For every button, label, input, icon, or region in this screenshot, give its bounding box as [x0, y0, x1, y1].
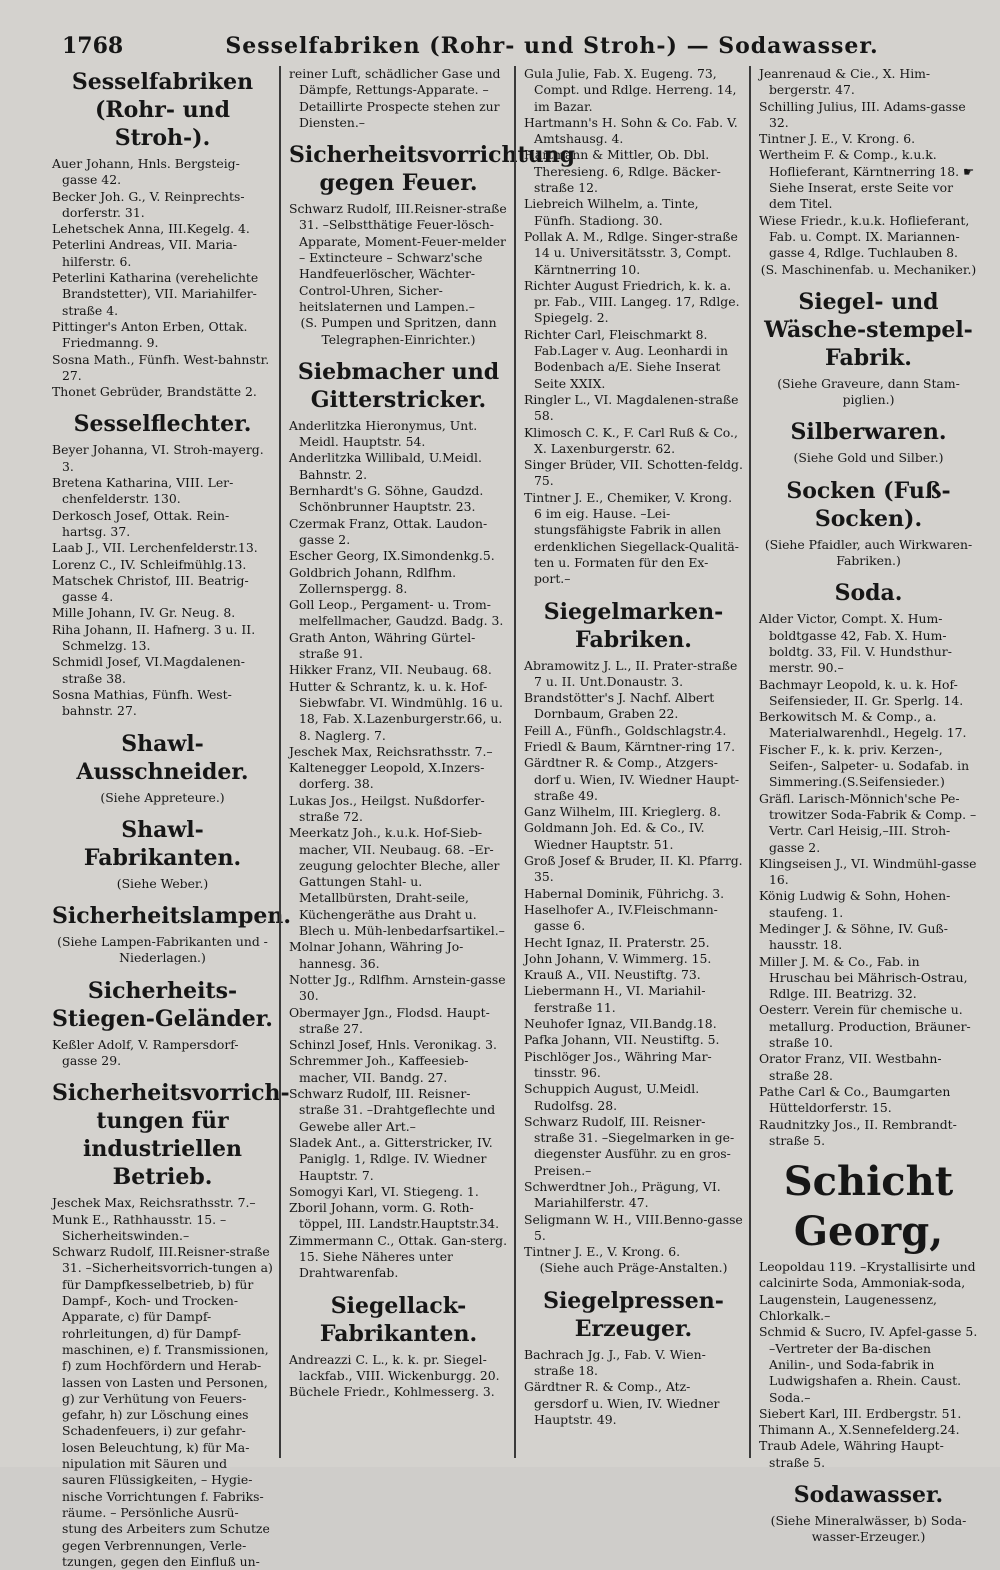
directory-entry: Schremmer Joh., Kaffeesieb-macher, VII. Bandg. 27.: [289, 1053, 469, 1085]
directory-entry: reiner Luft, schädlicher Gase und Dämpfe, Rettungs-Apparate. –Detaillirte Prospecte stehen zur Diensten.–: [289, 66, 501, 130]
directory-entry: Peterlini Katharina (verehelichte Brandstetter), VII. Mariahilfer-straße 4.: [52, 270, 259, 318]
section-heading: Sicherheitsvorrich-tungen für industriellen Betrieb.: [52, 1080, 290, 1191]
directory-entry: Schwarz Rudolf, III. Reisner-straße 31. –Siegelmarken in ge-diegenster Ausführ. zu en gros-Preisen.–: [524, 1113, 735, 1178]
directory-entry: Haselhofer A., IV.Fleischmann-gasse 6.: [524, 901, 718, 934]
directory-entry: Friedl & Baum, Kärntner-ring 17.: [524, 738, 736, 754]
directory-entry: Ganz Wilhelm, III. Krieglerg. 8.: [524, 804, 721, 820]
directory-entry: John Johann, V. Wimmerg. 15.: [524, 950, 712, 966]
directory-entry: Schwarz Rudolf, III.Reisner-straße 31. –Selbstthätige Feuer-lösch-Apparate, Moment-Feuer-melder – Extincteure – Schwarz'sche Handfeuerlöscher, Wächter-Control-Uhren, Sicher-heitslaternen und Lampen.–: [289, 201, 507, 314]
directory-entry: Hutter & Schrantz, k. u. k. Hof-Siebwfabr. VI. Windmühlg. 16 u. 18, Fab. X.Lazenburgerstr.66, u. 8. Naglerg. 7.: [289, 678, 503, 743]
directory-entry: Pathe Carl & Co., Baumgarten Hütteldorferstr. 15.: [759, 1083, 951, 1116]
directory-entry: Gula Julie, Fab. X. Eugeng. 73, Compt. und Rdlge. Herreng. 14, im Bazar.: [524, 66, 737, 114]
display-ad-text: Leopoldau 119. –Krystallisirte und calcinirte Soda, Ammoniak-soda, Laugenstein, Laugenessenz, Chlorkalk.–: [759, 1259, 976, 1324]
directory-entry: Meerkatz Joh., k.u.k. Hof-Sieb-macher, VII. Neubaug. 68. –Er-zeugung gelochter Bleche, aller Gattungen Stahl- u. Metallbürsten, Draht-seile, Küchengeräthe aus Draht u. Blech u. Müh-lenbedarfsartikel.–: [289, 825, 505, 939]
directory-entry: Alder Victor, Compt. X. Hum-boldtgasse 42, Fab. X. Hum-boldtg. 33, Fil. V. Hundsthur-merstr. 90.–: [759, 611, 952, 676]
directory-entry: Lehetschek Anna, III.Kegelg. 4.: [52, 221, 250, 237]
section-heading: Sesselflechter.: [73, 411, 252, 438]
directory-entry: Andreazzi C. L., k. k. pr. Siegel-lackfab., VIII. Wickenburgg. 20.: [289, 1351, 500, 1383]
column-4: [749, 66, 984, 1545]
directory-entry: Seligmann W. H., VIII.Benno-gasse 5.: [524, 1211, 743, 1243]
section-heading: Siegellack-Fabrikanten.: [319, 1292, 478, 1347]
directory-entry: Schmid & Sucro, IV. Apfel-gasse 5. –Vertreter der Ba-dischen Anilin-, und Soda-fabrik in Ludwigshafen a. Rhein. Caust. Soda.–: [759, 1324, 978, 1405]
directory-entry: Schuppich August, U.Meidl. Rudolfsg. 28.: [524, 1081, 700, 1113]
section-heading: Shawl-Fabrikanten.: [83, 816, 242, 871]
directory-entry: Wertheim F. & Comp., k.u.k. Hoflieferant, Kärntnerring 18. ☛ Siehe Inserat, erste Seite vor dem Titel.: [759, 147, 975, 212]
directory-entry: Schinzl Josef, Hnls. Veronikag. 3.: [289, 1037, 497, 1053]
directory-entry: Wiese Friedr., k.u.k. Hoflieferant, Fab. u. Compt. IX. Mariannen-gasse 4, Rdlge. Tuchlauben 8.: [759, 212, 970, 261]
section-heading: Sicherheits-Stiegen-Geländer.: [52, 977, 273, 1032]
page-header: [62, 30, 962, 62]
directory-entry: Brandstötter's J. Nachf. Albert Dornbaum, Graben 22.: [524, 690, 715, 722]
directory-entry: Bernhardt's G. Söhne, Gaudzd. Schönbrunner Hauptstr. 23.: [289, 483, 484, 515]
cross-reference-note: (Siehe Appreteure.): [100, 789, 225, 805]
directory-entry: Hikker Franz, VII. Neubaug. 68.: [289, 662, 492, 678]
directory-entry: Zimmermann C., Ottak. Gan-sterg. 15. Siehe Näheres unter Drahtwarenfab.: [289, 1232, 508, 1281]
section-heading: Siebmacher und Gitterstricker.: [297, 358, 500, 413]
directory-entry: Lukas Jos., Heilgst. Nußdorfer-straße 72.: [289, 792, 485, 824]
cross-reference-note: (Siehe Mineralwässer, b) Soda-wasser-Erzeuger.): [770, 1513, 967, 1545]
directory-entry: Richter August Friedrich, k. k. a. pr. Fab., VIII. Langeg. 17, Rdlge. Spiegelg. 2.: [524, 277, 740, 326]
directory-entry: Goll Leop., Pergament- u. Trom-melfellmacher, Gaudzd. Badg. 3.: [289, 597, 504, 629]
directory-entry: Peterlini Andreas, VII. Maria-hilferstr. 6.: [52, 237, 238, 269]
directory-entry: Sosna Mathias, Fünfh. West-bahnstr. 27.: [52, 686, 232, 719]
directory-entry: Jeanrenaud & Cie., X. Him-bergerstr. 47.: [759, 66, 931, 98]
directory-entry: Anderlitzka Hieronymus, Unt. Meidl. Hauptstr. 54.: [289, 417, 478, 450]
directory-entry: Jeschek Max, Reichsrathsstr. 7.–: [52, 1195, 256, 1211]
directory-entry: Traub Adele, Währing Haupt-straße 5.: [759, 1438, 944, 1470]
directory-entry: Schwarz Rudolf, III.Reisner-straße 31. –Sicherheitsvorrich-tungen a) für Dampfkesselbetrieb, b) für Dampf-, Koch- und Trocken-Apparate, c) für Dampf-rohrleitungen, d) für Dampf-maschinen, e) f. Transmissionen, f) zum Hochfördern und Herab-lassen von Lasten und Personen, g) zur Verhütung von Feuers-gefahr, h) zur Löschung eines Schadenfeuers, i) zur gefahr-losen Beleuchtung, k) für Ma-nipulation mit Säuren und sauren Flüssigkeiten, – Hygie-nische Vorrichtungen f. Fabriks-räume. – Persönliche Ausrü-stung des Arbeiters zum Schutze gegen Verbrennungen, Verle-tzungen, gegen den Einfluß un-: [52, 1244, 273, 1569]
directory-entry: Kaltenegger Leopold, X.Inzers-dorferg. 38.: [289, 760, 485, 792]
directory-entry: Hartmann's H. Sohn & Co. Fab. V. Amtshausg. 4.: [524, 114, 738, 147]
directory-entry: Abramowitz J. L., II. Prater-straße 7 u. II. Unt.Donaustr. 3.: [524, 657, 738, 689]
section-heading: Shawl-Ausschneider.: [76, 730, 249, 785]
directory-entry: Thonet Gebrüder, Brandstätte 2.: [52, 384, 257, 400]
directory-entry: Beyer Johanna, VI. Stroh-mayerg. 3.: [52, 442, 264, 474]
column-3: [514, 66, 749, 1458]
directory-entry: Miller J. M. & Co., Fab. in Hruschau bei Mährisch-Ostrau, Rdlge. III. Beatrizg. 32.: [759, 953, 968, 1002]
directory-entry: Schmidl Josef, VI.Magdalenen-straße 38.: [52, 654, 245, 686]
directory-entry: Liebreich Wilhelm, a. Tinte, Fünfh. Stadiong. 30.: [524, 196, 699, 228]
directory-entry: Goldmann Joh. Ed. & Co., IV. Wiedner Hauptstr. 51.: [524, 820, 705, 852]
directory-entry: Pafka Johann, VII. Neustiftg. 5.: [524, 1032, 720, 1048]
directory-entry: Tintner J. E., V. Krong. 6.: [524, 1244, 681, 1260]
directory-entry: Matschek Christof, III. Beatrig-gasse 4.: [52, 572, 249, 605]
directory-entry: Klingseisen J., VI. Windmühl-gasse 16.: [759, 855, 977, 888]
directory-entry: Gräfl. Larisch-Mönnich'sche Pe-trowitzer Soda-Fabrik & Comp. –Vertr. Carl Heisig,–III. Stroh-gasse 2.: [759, 790, 977, 855]
directory-entry: Liebermann H., VI. Mariahil-ferstraße 11.: [524, 983, 706, 1015]
directory-entry: Escher Georg, IX.Simondenkg.5.: [289, 548, 495, 564]
cross-reference-note: (Siehe Gold und Silber.): [793, 450, 944, 466]
directory-entry: Krauß A., VII. Neustiftg. 73.: [524, 967, 701, 983]
directory-entry: Bachrach Jg. J., Fab. V. Wien-straße 18.: [524, 1346, 706, 1379]
directory-entry: Munk E., Rathhausstr. 15. –Sicherheitswinden.–: [52, 1211, 227, 1243]
directory-entry: Oesterr. Verein für chemische u. metallurg. Production, Bräuner-straße 10.: [759, 1002, 971, 1051]
directory-entry: Fischer F., k. k. priv. Kerzen-, Seifen-, Salpeter- u. Sodafab. in Simmering.(S.Seifensieder.): [759, 741, 970, 790]
directory-entry: Schwerdtner Joh., Prägung, VI. Mariahilferstr. 47.: [524, 1179, 721, 1211]
directory-entry: Keßler Adolf, V. Rampersdorf-gasse 29.: [52, 1036, 239, 1068]
directory-entry: Obermayer Jgn., Flodsd. Haupt-straße 27.: [289, 1004, 490, 1036]
directory-entry: Raudnitzky Jos., II. Rembrandt-straße 5.: [759, 1116, 957, 1148]
running-title: Sesselfabriken (Rohr- und Stroh-) — Sodawasser.: [225, 33, 879, 59]
section-heading: Soda.: [834, 580, 903, 607]
directory-entry: Jeschek Max, Reichsrathsstr. 7.–: [289, 743, 493, 759]
directory-entry: Zboril Johann, vorm. G. Roth-töppel, III. Landstr.Hauptstr.34.: [289, 1200, 500, 1232]
cross-reference-note: (S. Maschinenfab. u. Mechaniker.): [760, 261, 977, 277]
directory-entry: Orator Franz, VII. Westbahn-straße 28.: [759, 1051, 942, 1083]
directory-entry: Hartmann & Mittler, Ob. Dbl. Theresieng. 6, Rdlge. Bäcker-straße 12.: [524, 147, 721, 196]
directory-entry: Bretena Katharina, VIII. Ler-chenfelderstr. 130.: [52, 475, 234, 507]
directory-entry: Goldbrich Johann, Rdlfhm. Zollernspergg. 8.: [289, 564, 457, 596]
directory-entry: Riha Johann, II. Hafnerg. 3 u. II. Schmelzg. 13.: [52, 621, 256, 654]
directory-entry: Mille Johann, IV. Gr. Neug. 8.: [52, 605, 236, 621]
directory-entry: Sladek Ant., a. Gitterstricker, IV. Paniglg. 1, Rdlge. IV. Wiedner Hauptstr. 7.: [289, 1134, 493, 1183]
directory-entry: Becker Joh. G., V. Reinprechts-dorferstr. 31.: [52, 188, 245, 220]
cross-reference-note: (Siehe Pfaidler, auch Wirkwaren-Fabriken.): [764, 536, 973, 569]
cross-reference-note: (Siehe Graveure, dann Stam-piglien.): [777, 375, 960, 408]
page-number: 1768: [62, 33, 124, 59]
cross-reference-note: (S. Pumpen und Spritzen, dann Telegraphen-Einrichter.): [300, 315, 497, 347]
directory-entry: Grath Anton, Währing Gürtel-straße 91.: [289, 629, 476, 662]
directory-entry: Pittinger's Anton Erben, Ottak. Friedmanng. 9.: [52, 318, 248, 351]
section-heading: Socken (Fuß-Socken).: [786, 477, 951, 532]
directory-entry: Feill A., Fünfh., Goldschlagstr.4.: [524, 722, 727, 738]
display-ad-name: Schicht Georg,: [783, 1158, 954, 1256]
directory-entry: Hecht Ignaz, II. Praterstr. 25.: [524, 934, 710, 950]
directory-entry: Laab J., VII. Lerchenfelderstr.13.: [52, 540, 258, 556]
directory-entry: Lorenz C., IV. Schleifmühlg.13.: [52, 556, 247, 572]
section-heading: Siegelmarken-Fabriken.: [543, 598, 724, 653]
section-heading: Siegel- und Wäsche-stempel-Fabrik.: [764, 288, 973, 371]
section-heading: Sicherheitslampen.: [52, 903, 292, 930]
directory-entry: Notter Jg., Rdlfhm. Arnstein-gasse 30.: [289, 971, 506, 1004]
directory-entry: Auer Johann, Hnls. Bergsteig-gasse 42.: [52, 156, 240, 188]
directory-entry: Medinger J. & Söhne, IV. Guß-hausstr. 18.: [759, 920, 948, 953]
directory-entry: Richter Carl, Fleischmarkt 8. Fab.Lager v. Aug. Leonhardi in Bodenbach a/E. Siehe Inserat Seite XXIX.: [524, 326, 728, 391]
directory-entry: Tintner J. E., Chemiker, V. Krong. 6 im eig. Hause. –Lei-stungsfähigste Fabrik in allen erdenklichen Siegellack-Qualitä-ten u. Formaten für den Ex-port.–: [524, 489, 739, 587]
section-heading: Sicherheitsvorrichtung gegen Feuer.: [289, 142, 576, 197]
cross-reference-note: (Siehe Weber.): [116, 875, 209, 891]
directory-entry: Berkowitsch M. & Comp., a. Materialwarenhdl., Hegelg. 17.: [759, 709, 967, 741]
directory-entry: Neuhofer Ignaz, VII.Bandg.18.: [524, 1016, 717, 1032]
directory-entry: Derkosch Josef, Ottak. Rein-hartsg. 37.: [52, 507, 230, 539]
directory-entry: Thimann A., X.Sennefelderg.24.: [759, 1422, 960, 1438]
directory-entry: Bachmayr Leopold, k. u. k. Hof-Seifensieder, II. Gr. Sperlg. 14.: [759, 676, 964, 708]
directory-entry: Gärdtner R. & Comp., Atzgers-dorf u. Wien, IV. Wiedner Haupt-straße 49.: [524, 755, 740, 803]
directory-entry: Ringler L., VI. Magdalenen-straße 58.: [524, 391, 739, 424]
directory-entry: Büchele Friedr., Kohlmesserg. 3.: [289, 1384, 495, 1400]
directory-entry: Klimosch C. K., F. Carl Ruß & Co., X. Laxenburgerstr. 62.: [524, 424, 738, 456]
directory-entry: König Ludwig & Sohn, Hohen-staufeng. 1.: [759, 888, 951, 920]
directory-entry: Schilling Julius, III. Adams-gasse 32.: [759, 98, 966, 130]
section-heading: Siegelpressen-Erzeuger.: [543, 1287, 724, 1342]
cross-reference-note: (Siehe auch Präge-Anstalten.): [539, 1260, 728, 1276]
directory-entry: Anderlitzka Willibald, U.Meidl. Bahnstr. 2.: [289, 450, 482, 482]
directory-entry: Singer Brüder, VII. Schotten-feldg. 75.: [524, 457, 743, 489]
directory-entry: Gärdtner R. & Comp., Atz-gersdorf u. Wien, IV. Wiedner Hauptstr. 49.: [524, 1379, 720, 1427]
directory-entry: Czermak Franz, Ottak. Laudon-gasse 2.: [289, 515, 488, 547]
directory-entry: Tintner J. E., V. Krong. 6.: [759, 131, 916, 147]
section-heading: Silberwaren.: [790, 419, 947, 446]
column-1: [44, 66, 292, 1569]
column-2: [279, 66, 576, 1458]
directory-entry: Pollak A. M., Rdlge. Singer-straße 14 u. Universitätsstr. 3, Compt. Kärntnerring 10.: [524, 228, 738, 277]
directory-entry: Pischlöger Jos., Währing Mar-tinsstr. 96.: [524, 1048, 712, 1080]
directory-entry: Habernal Dominik, Führichg. 3.: [524, 885, 725, 901]
directory-entry: Sosna Math., Fünfh. West-bahnstr. 27.: [52, 351, 270, 383]
directory-entry: Somogyi Karl, VI. Stiegeng. 1.: [289, 1183, 479, 1199]
directory-entry: Siebert Karl, III. Erdbergstr. 51.: [759, 1405, 962, 1421]
directory-entry: Groß Josef & Bruder, II. Kl. Pfarrg. 35.: [524, 853, 743, 885]
columns-container: [44, 66, 984, 1569]
directory-entry: Molnar Johann, Währing Jo-hannesg. 36.: [289, 939, 464, 971]
cross-reference-note: (Siehe Lampen-Fabrikanten und -Niederlagen.): [57, 934, 268, 966]
section-heading: Sesselfabriken (Rohr- und Stroh-).: [71, 69, 254, 151]
directory-entry: Schwarz Rudolf, III. Reisner-straße 31. –Drahtgeflechte und Gewebe aller Art.–: [289, 1086, 496, 1134]
section-heading: Sodawasser.: [793, 1482, 944, 1508]
